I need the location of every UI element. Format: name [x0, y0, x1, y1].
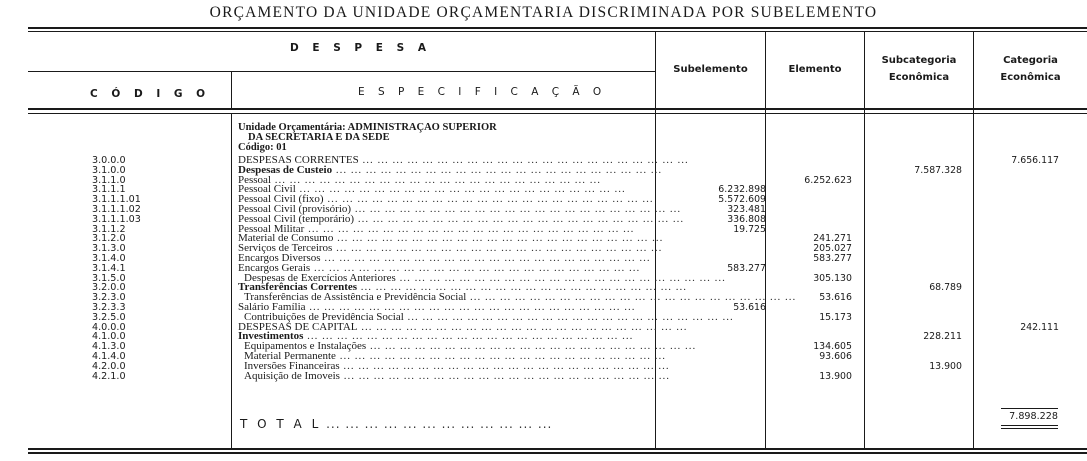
top-double-rule-a	[28, 27, 1087, 29]
row-cat-value	[975, 264, 1059, 274]
row-subcat-value	[866, 293, 962, 303]
row-cat-value	[975, 234, 1059, 244]
row-elem-value: 53.616	[819, 292, 852, 304]
row-cat-value	[975, 244, 1059, 254]
row-subcat-value: 7.587.328	[914, 164, 962, 176]
row-subcat-value	[866, 342, 962, 352]
top-double-rule-b	[28, 31, 1087, 32]
row-cat-value	[975, 372, 1059, 382]
bottom-double-rule-b	[28, 452, 1087, 454]
row-sub-value	[660, 283, 766, 293]
elemento-column	[768, 156, 852, 381]
leader-dots: ... ... ... ... ... ... ... ... ... ... ... ... ... ... ... ... ... ... ... ... ... ...	[335, 349, 666, 362]
row-subcat-value	[866, 244, 962, 254]
bottom-double-rule-a	[28, 448, 1087, 450]
row-specification-label: Pessoal Civil (temporário)	[238, 212, 355, 225]
row-code: 3.1.1.1.02	[92, 203, 141, 215]
row-sub-value: 323.481	[727, 203, 766, 215]
row-specification-label: Transferências Correntes	[238, 281, 358, 294]
total-label	[240, 417, 552, 431]
row-subcat-value	[866, 225, 962, 235]
row-code: 3.1.2.0	[92, 233, 126, 245]
row-code: 3.1.1.2	[92, 223, 126, 235]
header-especificacao: E S P E C I F I C A Ç Ã O	[358, 86, 607, 98]
row-sub-value: 336.808	[727, 213, 766, 225]
grand-total: 7.898.228	[1009, 411, 1058, 422]
row-specification-label: DESPESAS CORRENTES	[238, 154, 359, 166]
row-specification-label: Despesas de Custeio	[238, 163, 333, 176]
row-sub-value: 6.232.898	[718, 184, 766, 196]
row-elem-value: 134.605	[813, 341, 852, 353]
header-subcategoria-line1: Subcategoria	[881, 55, 957, 66]
grand-total-rule-b	[1001, 428, 1058, 429]
row-sub-value	[660, 244, 766, 254]
total-label-text: T O T A L	[240, 417, 322, 431]
row-cat-value: 242.111	[1020, 321, 1059, 333]
row-code: 3.1.4.1	[92, 262, 126, 274]
row-sub-value	[660, 323, 766, 333]
row-code: 3.2.5.0	[92, 311, 126, 323]
row-subcat-value	[866, 234, 962, 244]
row-specification-label: Aquisição de Imoveis	[244, 369, 340, 382]
row-specification-label: Pessoal Civil (provisório)	[238, 202, 352, 215]
row-cat-value	[975, 352, 1059, 362]
row-cat-value	[975, 332, 1059, 342]
col-divider-subcategoria	[864, 32, 865, 448]
leader-dots: ... ... ... ... ... ... ... ... ... ... ... ... ... ... ... ... ... ... ... ... ... ...	[310, 261, 641, 274]
row-elem-value: 241.271	[813, 233, 852, 245]
row-code: 4.1.0.0	[92, 331, 126, 343]
row-specification-label: Equipamentos e Instalações	[244, 340, 367, 353]
col-divider-categoria	[973, 32, 974, 448]
leader-dots: ... ... ... ... ... ... ... ... ... ... ... ... ... ... ... ... ... ... ... ... ... ...	[295, 183, 626, 196]
row-cat-value	[975, 166, 1059, 176]
unit-block	[238, 123, 497, 152]
header-despesa: D E S P E S A	[290, 42, 431, 54]
unit-line-1: Unidade Orçamentária: ADMINISTRAÇAO SUPERIOR	[238, 122, 497, 133]
row-cat-value	[975, 293, 1059, 303]
header-bottom-rule-a	[28, 108, 1087, 110]
leader-dots: ... ... ... ... ... ... ... ... ... ... ... ... ... ... ... ... ... ... ... ... ... ...	[339, 369, 670, 382]
total-leader-dots: ... ... ... ... ... ... ... ... ... ... ... ...	[321, 417, 553, 431]
row-code: 3.1.1.1.01	[92, 194, 141, 206]
row-specification-label: Pessoal	[238, 173, 271, 186]
categoria-column	[975, 156, 1059, 381]
row-code: 3.1.1.1.03	[92, 213, 141, 225]
leader-dots: ... ... ... ... ... ... ... ... ... ... ... ... ... ... ... ... ... ... ... ... ... ...	[303, 330, 634, 343]
header-codigo: C Ó D I G O	[90, 88, 211, 100]
row-cat-value	[975, 283, 1059, 293]
row-sub-value: 19.725	[733, 223, 766, 235]
row-subcat-value	[866, 215, 962, 225]
row-cat-value: 7.656.117	[1011, 155, 1059, 166]
unit-line-2: DA SECRETARIA E DA SEDE	[248, 131, 390, 143]
unit-line-3: Código: 01	[238, 141, 287, 153]
row-sub-value	[660, 342, 766, 352]
row-subcat-value	[866, 303, 962, 313]
row-specification-label: Pessoal Militar	[238, 222, 305, 235]
header-subcategoria	[865, 55, 973, 83]
header-categoria	[974, 55, 1087, 83]
row-elem-value: 13.900	[819, 370, 852, 382]
row-cat-value	[975, 362, 1059, 372]
row-elem-value: 305.130	[813, 272, 852, 284]
row-specification-label: Serviços de Terceiros	[238, 242, 333, 255]
row-specification-label: Encargos Diversos	[238, 251, 321, 264]
row-code: 3.2.3.0	[92, 292, 126, 304]
row-code: 4.0.0.0	[92, 321, 126, 333]
row-specification-label: Contribuições de Previdência Social	[244, 310, 404, 323]
leader-dots: ... ... ... ... ... ... ... ... ... ... ... ... ... ... ... ... ... ... ... ... ... ...	[271, 173, 601, 186]
row-subcat-value: 13.900	[929, 360, 962, 372]
row-code: 4.2.0.0	[92, 360, 126, 372]
row-elem-value	[768, 195, 852, 205]
row-elem-value: 583.277	[813, 252, 852, 264]
row-code: 3.1.0.0	[92, 164, 126, 176]
row-sub-value	[660, 156, 766, 166]
row-code: 3.2.3.3	[92, 301, 126, 313]
header-subcategoria-line2: Econômica	[888, 72, 950, 83]
grand-total-rule-top	[1001, 408, 1058, 409]
row-code: 3.1.1.0	[92, 174, 126, 186]
row-code: 3.1.4.0	[92, 252, 126, 264]
leader-dots: ... ... ... ... ... ... ... ... ... ... ... ... ... ... ... ... ... ... ... ... ... ...	[357, 320, 688, 333]
row-subcat-value	[866, 176, 962, 186]
row-code: 3.1.3.0	[92, 243, 126, 255]
leader-dots: ... ... ... ... ... ... ... ... ... ... ... ... ... ... ... ... ... ... ... ... ... ...	[354, 212, 685, 225]
header-subelemento: Subelemento	[673, 64, 748, 75]
row-subcat-value	[866, 185, 962, 195]
row-elem-value: 15.173	[819, 311, 852, 323]
leader-dots: ... ... ... ... ... ... ... ... ... ... ... ... ... ... ... ... ... ... ... ... ... ...	[320, 251, 651, 264]
row-cat-value	[975, 215, 1059, 225]
row-sub-value	[660, 234, 766, 244]
row-sub-value	[660, 352, 766, 362]
leader-dots: ... ... ... ... ... ... ... ... ... ... ... ... ... ... ... ... ... ... ... ... ... ...	[332, 242, 663, 255]
leader-dots: ... ... ... ... ... ... ... ... ... ... ... ... ... ... ... ... ... ... ... ... ... ...	[332, 163, 663, 176]
leader-dots: ... ... ... ... ... ... ... ... ... ... ... ... ... ... ... ... ... ... ... ... ... ...	[403, 310, 734, 323]
leader-dots: ... ... ... ... ... ... ... ... ... ... ... ... ... ... ... ... ... ... ... ... ... ...	[304, 222, 635, 235]
row-subcat-value: 228.211	[923, 331, 962, 343]
row-subcat-value	[866, 195, 962, 205]
col-divider-code	[231, 72, 232, 109]
leader-dots: ... ... ... ... ... ... ... ... ... ... ... ... ... ... ... ... ... ... ... ... ... ...	[466, 291, 797, 304]
row-specification-label: DESPESAS DE CAPITAL	[238, 320, 358, 333]
row-cat-value	[975, 225, 1059, 235]
row-subcat-value	[866, 205, 962, 215]
header-categoria-line2: Econômica	[1000, 72, 1061, 83]
row-specification-label: Salário Família	[238, 300, 306, 313]
row-sub-value	[660, 372, 766, 382]
page-title: ORÇAMENTO DA UNIDADE ORÇAMENTARIA DISCRIMINADA POR SUBELEMENTO	[209, 4, 878, 21]
row-sub-value	[660, 313, 766, 323]
row-subcat-value: 68.789	[929, 282, 962, 294]
row-sub-value: 583.277	[727, 262, 766, 274]
row-cat-value	[975, 185, 1059, 195]
row-cat-value	[975, 342, 1059, 352]
subcategoria-column	[866, 156, 962, 381]
row-elem-value: 6.252.623	[804, 174, 852, 186]
row-code: 4.1.4.0	[92, 350, 126, 362]
row-specification	[238, 369, 670, 382]
row-specification-label: Despesas de Exercícios Anteriores	[244, 271, 396, 284]
leader-dots: ... ... ... ... ... ... ... ... ... ... ... ... ... ... ... ... ... ... ... ... ... ...	[366, 340, 697, 353]
row-specification-label: Material Permanente	[244, 349, 336, 362]
leader-dots: ... ... ... ... ... ... ... ... ... ... ... ... ... ... ... ... ... ... ... ... ... ...	[395, 271, 726, 284]
header-bottom-rule-b	[28, 113, 1087, 114]
row-code: 4.2.1.0	[92, 370, 126, 382]
header-categoria-line1: Categoria	[1003, 55, 1058, 66]
leader-dots: ... ... ... ... ... ... ... ... ... ... ... ... ... ... ... ... ... ... ... ... ... ...	[339, 359, 670, 372]
row-subcat-value	[866, 313, 962, 323]
row-specification-label: Inversões Financeiras	[244, 359, 340, 372]
row-cat-value	[975, 303, 1059, 313]
row-cat-value	[975, 205, 1059, 215]
subelemento-column	[660, 156, 766, 381]
row-elem-value	[768, 185, 852, 195]
row-elem-value	[768, 215, 852, 225]
row-specification-label: Pessoal Civil (fixo)	[238, 193, 324, 206]
code-column	[92, 156, 141, 381]
despesa-underline	[28, 71, 655, 72]
row-elem-value: 93.606	[819, 350, 852, 362]
row-code: 3.1.5.0	[92, 272, 126, 284]
row-elem-value: 205.027	[813, 243, 852, 255]
row-code: 4.1.3.0	[92, 341, 126, 353]
row-specification-label: Investimentos	[238, 330, 304, 343]
row-code: 3.0.0.0	[92, 155, 126, 166]
col-divider-spec	[231, 114, 232, 448]
row-specification-label: Material de Consumo	[238, 232, 334, 245]
leader-dots: ... ... ... ... ... ... ... ... ... ... ... ... ... ... ... ... ... ... ... ... ... ...	[323, 193, 654, 206]
row-specification-label: Encargos Gerais	[238, 261, 311, 274]
header-elemento: Elemento	[788, 64, 842, 75]
leader-dots: ... ... ... ... ... ... ... ... ... ... ... ... ... ... ... ... ... ... ... ... ... ...	[333, 232, 664, 245]
row-code: 3.1.1.1	[92, 184, 126, 196]
leader-dots: ... ... ... ... ... ... ... ... ... ... ... ... ... ... ... ... ... ... ... ... ... ...	[351, 202, 682, 215]
leader-dots: ... ... ... ... ... ... ... ... ... ... ... ... ... ... ... ... ... ... ... ... ... ...	[358, 154, 689, 166]
leader-dots: ... ... ... ... ... ... ... ... ... ... ... ... ... ... ... ... ... ... ... ... ... ...	[305, 300, 636, 313]
row-elem-value	[768, 323, 852, 333]
row-sub-value: 5.572.609	[718, 194, 766, 206]
row-code: 3.2.0.0	[92, 282, 126, 294]
row-subcat-value	[866, 372, 962, 382]
row-sub-value	[660, 166, 766, 176]
row-sub-value	[660, 274, 766, 284]
row-cat-value	[975, 254, 1059, 264]
row-specification-label: Pessoal Civil	[238, 183, 296, 196]
row-subcat-value	[866, 254, 962, 264]
leader-dots: ... ... ... ... ... ... ... ... ... ... ... ... ... ... ... ... ... ... ... ... ... ...	[357, 281, 688, 294]
row-specification-label: Transferências de Assistência e Previdência Social	[244, 291, 467, 304]
row-sub-value	[660, 332, 766, 342]
row-sub-value: 53.616	[733, 301, 766, 313]
row-elem-value	[768, 156, 852, 166]
row-subcat-value	[866, 264, 962, 274]
row-cat-value	[975, 195, 1059, 205]
row-cat-value	[975, 176, 1059, 186]
grand-total-rule-a	[1001, 425, 1058, 426]
row-elem-value	[768, 205, 852, 215]
row-sub-value	[660, 362, 766, 372]
row-cat-value	[975, 274, 1059, 284]
